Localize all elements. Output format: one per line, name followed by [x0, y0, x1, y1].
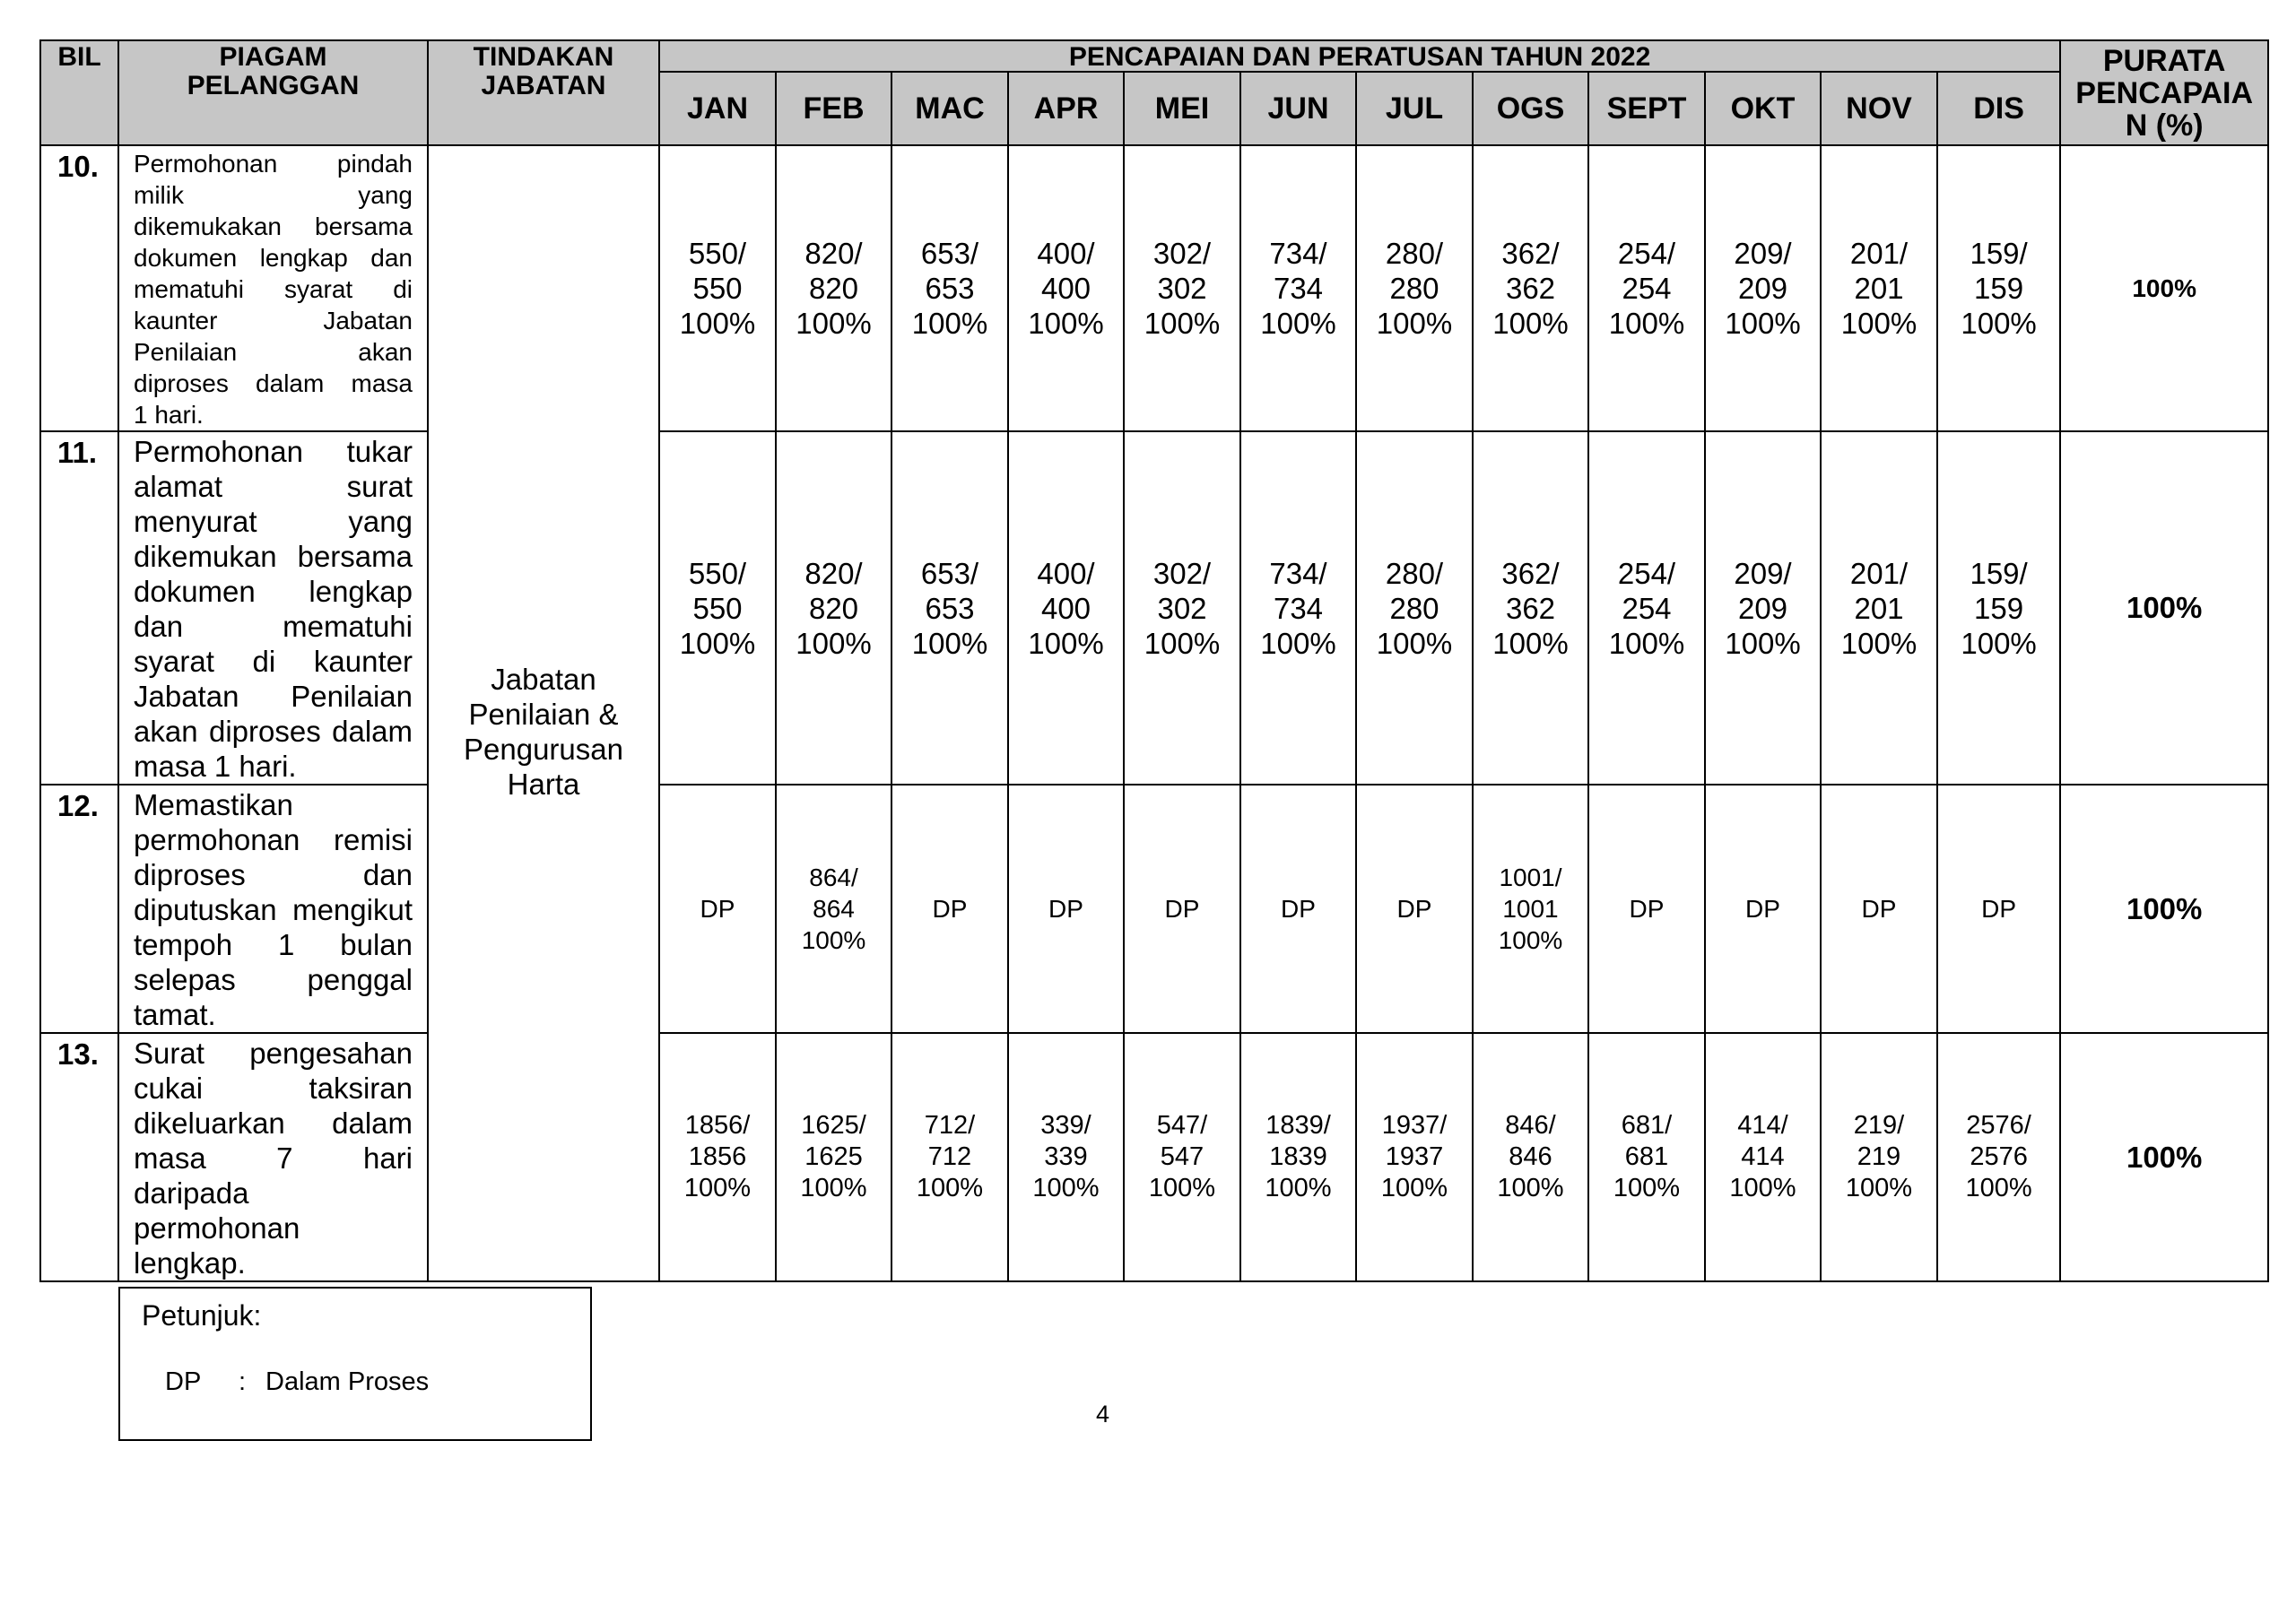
charter-line: dokumen lengkap — [134, 575, 413, 608]
charter-line: permohonan — [134, 1211, 300, 1245]
month-value-okt: 414/ 414 100% — [1705, 1033, 1821, 1281]
header-pencapaian-band: PENCAPAIAN DAN PERATUSAN TAHUN 2022 — [659, 40, 2060, 72]
month-value-ogs: 362/ 362 100% — [1473, 145, 1588, 431]
charter-line: masa 1 hari. — [134, 750, 297, 783]
month-value-jan: DP — [659, 785, 776, 1033]
header-month-mei: MEI — [1124, 72, 1240, 145]
month-value-apr: 400/ 400 100% — [1008, 145, 1124, 431]
month-value-sept: 254/ 254 100% — [1588, 145, 1705, 431]
header-month-okt: OKT — [1705, 72, 1821, 145]
month-value-dis: 2576/ 2576 100% — [1937, 1033, 2060, 1281]
month-value-jul: 280/ 280 100% — [1356, 145, 1473, 431]
month-value-dis: 159/ 159 100% — [1937, 145, 2060, 431]
month-value-mei: DP — [1124, 785, 1240, 1033]
month-value-dis: 159/ 159 100% — [1937, 431, 2060, 785]
charter-line: akan diproses dalam — [134, 715, 413, 748]
charter-line: diproses dalam masa — [134, 369, 413, 397]
month-value-nov: DP — [1821, 785, 1937, 1033]
month-value-ogs: 1001/ 1001 100% — [1473, 785, 1588, 1033]
charter-line: dokumen lengkap dan — [134, 244, 413, 272]
charter-line: selepas penggal — [134, 963, 413, 996]
month-value-jun: 1839/ 1839 100% — [1240, 1033, 1356, 1281]
charter-line: masa 7 hari — [134, 1141, 413, 1175]
month-value-apr: 339/ 339 100% — [1008, 1033, 1124, 1281]
month-value-jun: 734/ 734 100% — [1240, 431, 1356, 785]
header-purata-pencapaian: PURATA PENCAPAIA N (%) — [2060, 40, 2268, 145]
charter-line: diproses dan — [134, 858, 413, 891]
charter-line: 1 hari. — [134, 401, 204, 429]
month-value-ogs: 362/ 362 100% — [1473, 431, 1588, 785]
charter-description — [118, 1033, 428, 1281]
month-value-jun: DP — [1240, 785, 1356, 1033]
header-month-feb: FEB — [776, 72, 891, 145]
charter-line: alamat surat — [134, 470, 413, 503]
header-month-ogs: OGS — [1473, 72, 1588, 145]
average-value: 100% — [2060, 431, 2268, 785]
charter-line: permohonan remisi — [134, 823, 413, 856]
charter-line: tempoh 1 bulan — [134, 928, 413, 961]
table-row — [40, 431, 2268, 785]
legend-code: DP — [165, 1367, 202, 1396]
month-value-apr: 400/ 400 100% — [1008, 431, 1124, 785]
charter-line: milik yang — [134, 181, 413, 209]
charter-description — [118, 431, 428, 785]
month-value-jul: 1937/ 1937 100% — [1356, 1033, 1473, 1281]
charter-line: Surat pengesahan — [134, 1037, 413, 1070]
charter-line: mematuhi syarat di — [134, 275, 413, 303]
month-value-ogs: 846/ 846 100% — [1473, 1033, 1588, 1281]
month-value-jan: 1856/ 1856 100% — [659, 1033, 776, 1281]
department-line: Pengurusan — [464, 732, 623, 766]
table-row — [40, 1033, 2268, 1281]
month-value-dis: DP — [1937, 785, 2060, 1033]
table-row — [40, 785, 2268, 1033]
month-value-mei: 302/ 302 100% — [1124, 431, 1240, 785]
row-number: 13. — [40, 1033, 118, 1281]
header-piagam-pelanggan: PIAGAM PELANGGAN — [118, 40, 428, 145]
charter-line: tamat. — [134, 998, 216, 1031]
month-value-jul: 280/ 280 100% — [1356, 431, 1473, 785]
month-value-mac: 653/ 653 100% — [891, 145, 1008, 431]
header-month-sept: SEPT — [1588, 72, 1705, 145]
month-value-mac: 712/ 712 100% — [891, 1033, 1008, 1281]
month-value-apr: DP — [1008, 785, 1124, 1033]
average-value: 100% — [2060, 785, 2268, 1033]
charter-line: dikemukakan bersama — [134, 213, 413, 240]
average-value: 100% — [2060, 145, 2268, 431]
month-value-jan: 550/ 550 100% — [659, 145, 776, 431]
month-value-mac: 653/ 653 100% — [891, 431, 1008, 785]
month-value-sept: 681/ 681 100% — [1588, 1033, 1705, 1281]
charter-line: Penilaian akan — [134, 338, 413, 366]
charter-line: diputuskan mengikut — [134, 893, 413, 926]
month-value-feb: 1625/ 1625 100% — [776, 1033, 891, 1281]
month-value-jul: DP — [1356, 785, 1473, 1033]
department-cell — [428, 145, 659, 1281]
month-value-okt: DP — [1705, 785, 1821, 1033]
legend-separator: : — [239, 1367, 247, 1396]
month-value-feb: 820/ 820 100% — [776, 145, 891, 431]
table-row — [40, 145, 2268, 431]
charter-line: Permohonan tukar — [134, 435, 413, 468]
header-month-jan: JAN — [659, 72, 776, 145]
legend-title: Petunjuk: — [142, 1299, 262, 1332]
header-bil: BIL — [40, 40, 118, 145]
header-month-dis: DIS — [1937, 72, 2060, 145]
month-value-nov: 201/ 201 100% — [1821, 431, 1937, 785]
charter-line: lengkap. — [134, 1246, 246, 1280]
charter-line: dan mematuhi — [134, 610, 413, 643]
charter-description — [118, 785, 428, 1033]
charter-line: daripada — [134, 1176, 249, 1210]
row-number: 12. — [40, 785, 118, 1033]
department-line: Harta — [507, 767, 580, 801]
charter-line: syarat di kaunter — [134, 645, 413, 678]
header-month-mac: MAC — [891, 72, 1008, 145]
month-value-sept: 254/ 254 100% — [1588, 431, 1705, 785]
charter-line: Permohonan pindah — [134, 150, 413, 178]
month-value-feb: 820/ 820 100% — [776, 431, 891, 785]
performance-table — [39, 39, 2269, 1282]
header-month-jun: JUN — [1240, 72, 1356, 145]
month-value-mei: 302/ 302 100% — [1124, 145, 1240, 431]
month-value-mei: 547/ 547 100% — [1124, 1033, 1240, 1281]
header-tindakan-jabatan: TINDAKAN JABATAN — [428, 40, 659, 145]
header-month-apr: APR — [1008, 72, 1124, 145]
row-number: 11. — [40, 431, 118, 785]
charter-line: menyurat yang — [134, 505, 413, 538]
month-value-jan: 550/ 550 100% — [659, 431, 776, 785]
month-value-jun: 734/ 734 100% — [1240, 145, 1356, 431]
legend-meaning: Dalam Proses — [265, 1367, 430, 1396]
row-number: 10. — [40, 145, 118, 431]
charter-line: cukai taksiran — [134, 1072, 413, 1105]
header-month-nov: NOV — [1821, 72, 1937, 145]
average-value: 100% — [2060, 1033, 2268, 1281]
charter-description — [118, 145, 428, 431]
month-value-okt: 209/ 209 100% — [1705, 431, 1821, 785]
month-value-okt: 209/ 209 100% — [1705, 145, 1821, 431]
legend-box — [118, 1287, 592, 1441]
charter-line: dikemukan bersama — [134, 540, 413, 573]
page-number: 4 — [1096, 1401, 1110, 1428]
department-line: Jabatan — [491, 662, 596, 696]
month-value-feb: 864/ 864 100% — [776, 785, 891, 1033]
charter-line: Memastikan — [134, 788, 293, 821]
month-value-sept: DP — [1588, 785, 1705, 1033]
charter-line: dikeluarkan dalam — [134, 1107, 413, 1140]
charter-line: kaunter Jabatan — [134, 307, 413, 334]
header-month-jul: JUL — [1356, 72, 1473, 145]
charter-line: Jabatan Penilaian — [134, 680, 413, 713]
department-line: Penilaian & — [468, 697, 619, 731]
month-value-mac: DP — [891, 785, 1008, 1033]
month-value-nov: 219/ 219 100% — [1821, 1033, 1937, 1281]
month-value-nov: 201/ 201 100% — [1821, 145, 1937, 431]
